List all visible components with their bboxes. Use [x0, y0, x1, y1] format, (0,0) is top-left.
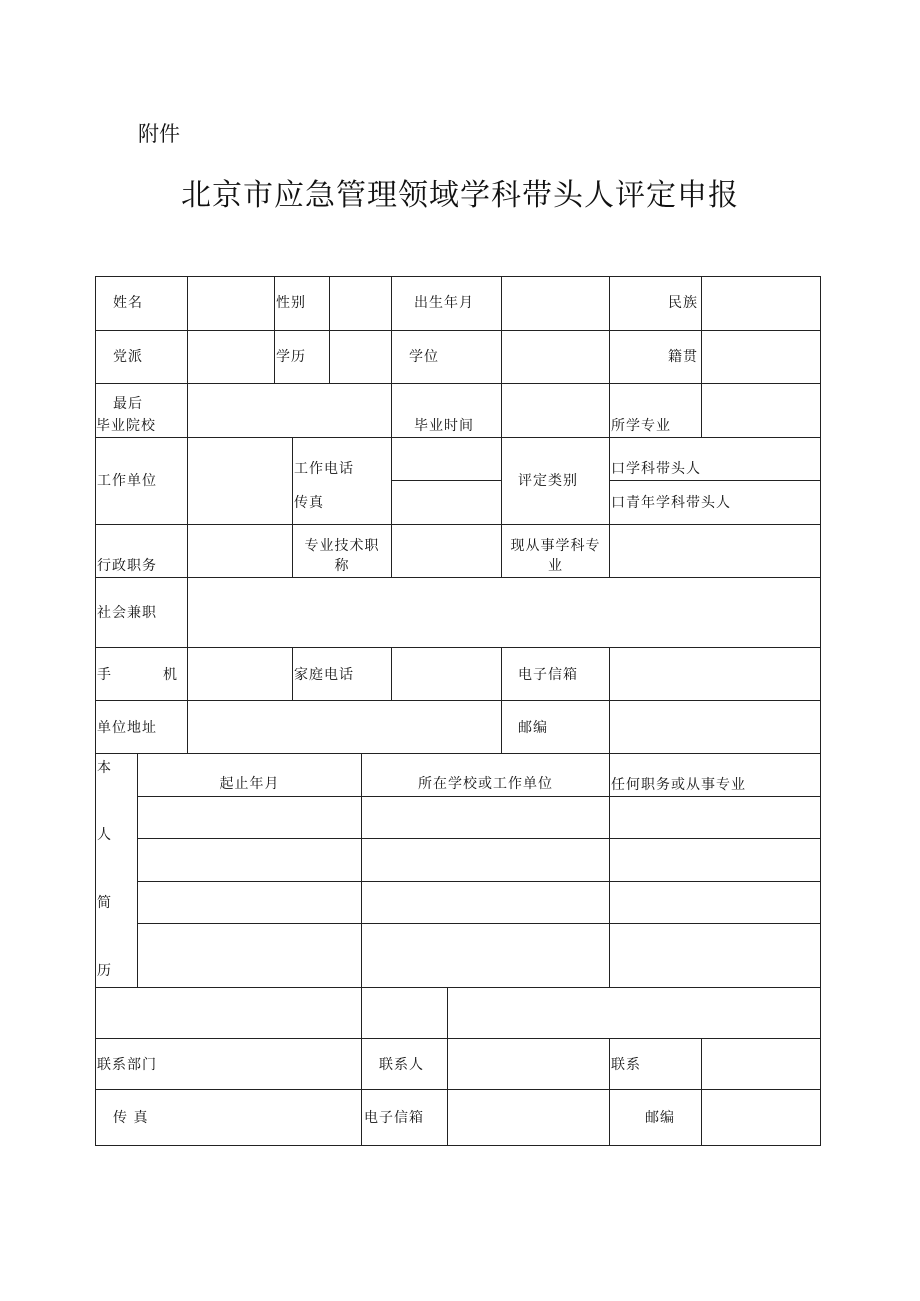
resume-col-position: 任何职务或从事专业: [611, 777, 746, 793]
home-phone-label: 家庭电话: [294, 667, 354, 683]
postcode-field[interactable]: [610, 701, 820, 753]
party-label: 党派: [113, 349, 143, 365]
graduation-time-field[interactable]: [502, 384, 609, 437]
mobile-label-part2: 机: [163, 667, 178, 683]
major-field[interactable]: [702, 384, 820, 437]
education-label: 学历: [276, 349, 306, 365]
postcode-field-2[interactable]: [702, 1090, 820, 1145]
resume-label-char-2: 人: [97, 827, 112, 843]
mobile-label-part1: 手: [97, 667, 112, 683]
resume-col-period: 起止年月: [219, 776, 280, 792]
mobile-field[interactable]: [188, 648, 292, 700]
work-phone-field[interactable]: [392, 438, 501, 480]
current-field-field[interactable]: [610, 525, 820, 577]
contact-label: 联系: [611, 1057, 641, 1073]
home-phone-field[interactable]: [392, 648, 501, 700]
social-post-label: 社会兼职: [97, 605, 157, 621]
option-discipline-leader[interactable]: 口学科带头人: [611, 461, 701, 477]
admin-post-label: 行政职务: [97, 558, 157, 574]
postcode-label-2: 邮编: [645, 1110, 675, 1126]
resume-col-organization: 所在学校或工作单位: [418, 776, 553, 792]
email-field[interactable]: [610, 648, 820, 700]
gender-field[interactable]: [330, 277, 391, 330]
fax-field[interactable]: [392, 481, 501, 524]
name-label: 姓名: [113, 295, 143, 311]
degree-label: 学位: [409, 349, 439, 365]
option-young-discipline-leader[interactable]: 口青年学科带头人: [611, 495, 731, 511]
current-field-label-line1: 现从事学科专: [510, 538, 601, 554]
table-row[interactable]: [138, 839, 820, 881]
tech-title-label-line1: 专业技术职: [304, 538, 380, 554]
resume-label-char-1: 本: [97, 760, 112, 776]
address-label: 单位地址: [97, 720, 157, 736]
hometown-field[interactable]: [702, 331, 820, 383]
contact-person-field[interactable]: [448, 1039, 609, 1089]
postcode-label: 邮编: [518, 720, 548, 736]
last-school-label-line1: 最后: [113, 396, 143, 412]
table-row[interactable]: [138, 924, 820, 987]
graduation-time-label: 毕业时间: [414, 418, 474, 434]
address-field[interactable]: [188, 701, 501, 753]
last-school-field[interactable]: [188, 384, 391, 437]
attachment-label: 附件: [138, 122, 180, 146]
contact-field[interactable]: [702, 1039, 820, 1089]
contact-dept-label: 联系部门: [97, 1057, 157, 1073]
blank-cell[interactable]: [448, 988, 820, 1038]
last-school-label-line2: 毕业院校: [96, 418, 156, 434]
form-title: 北京市应急管理领域学科带头人评定申报: [181, 178, 739, 213]
workplace-field[interactable]: [188, 438, 292, 524]
resume-label-char-4: 历: [97, 963, 112, 979]
email-label: 电子信箱: [518, 667, 578, 683]
ethnicity-label: 民族: [668, 295, 698, 311]
contact-person-label: 联系人: [379, 1057, 424, 1073]
admin-post-field[interactable]: [188, 525, 292, 577]
fax-label: 传真: [294, 495, 324, 511]
major-label: 所学专业: [611, 418, 671, 434]
name-field[interactable]: [188, 277, 274, 330]
current-field-label-line2: 业: [548, 558, 563, 574]
email-field-2[interactable]: [448, 1090, 609, 1145]
workplace-label: 工作单位: [97, 473, 157, 489]
resume-label-char-3: 简: [97, 895, 112, 911]
birth-date-label: 出生年月: [414, 295, 474, 311]
ethnicity-field[interactable]: [702, 277, 820, 330]
tech-title-field[interactable]: [392, 525, 501, 577]
blank-cell[interactable]: [362, 988, 447, 1038]
social-post-field[interactable]: [188, 578, 820, 647]
party-field[interactable]: [188, 331, 274, 383]
birth-date-field[interactable]: [502, 277, 609, 330]
table-row[interactable]: [138, 797, 820, 838]
degree-field[interactable]: [502, 331, 609, 383]
work-phone-label: 工作电话: [294, 461, 354, 477]
evaluation-type-label: 评定类别: [518, 473, 578, 489]
tech-title-label-line2: 称: [334, 558, 350, 574]
blank-cell[interactable]: [96, 988, 361, 1038]
fax-label-2: 传 真: [113, 1110, 149, 1126]
education-field[interactable]: [330, 331, 391, 383]
email-label-2: 电子信箱: [364, 1110, 424, 1126]
hometown-label: 籍贯: [668, 349, 698, 365]
gender-label: 性别: [276, 295, 306, 311]
table-row[interactable]: [138, 882, 820, 923]
